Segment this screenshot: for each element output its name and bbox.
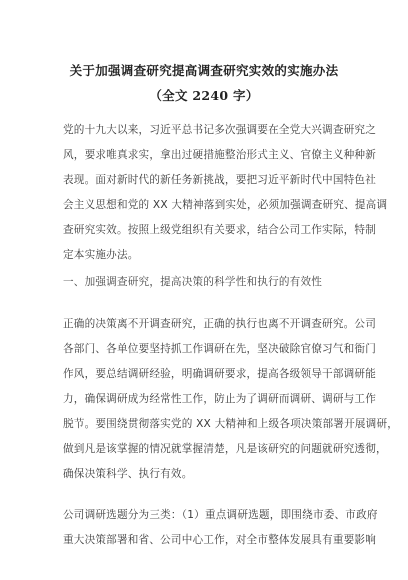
document-title: 关于加强调查研究提高调查研究实效的实施办法 bbox=[69, 63, 339, 78]
section1-line: 正确的决策离不开调查研究，正确的执行也离不开调查研究。公司 bbox=[63, 318, 377, 330]
intro-line: 风，要求唯真求实，拿出过硬措施整治形式主义、官僚主义种种新 bbox=[63, 149, 377, 161]
section1-line: 脱节。要围绕贯彻落实党的 XX 大精神和上级各项决策部署开展调研， bbox=[63, 418, 399, 430]
section2-line: 公司调研选题分为三类：（1）重点调研选题，即围绕市委、市政府 bbox=[63, 509, 378, 521]
intro-line: 表现。面对新时代的新任务新挑战，要把习近平新时代中国特色社 bbox=[63, 174, 377, 186]
document-subtitle: （全文 2240 字） bbox=[149, 88, 259, 103]
section1-line: 做到凡是该掌握的情况就掌握清楚，凡是该研究的问题就研究透彻， bbox=[63, 443, 387, 455]
intro-line: 定本实施办法。 bbox=[63, 249, 139, 261]
section1-line: 力，确保调研成为经常性工作，防止为了调研而调研、调研与工作 bbox=[63, 393, 377, 405]
section1-line: 各部门、各单位要坚持抓工作调研在先，坚决破除官僚习气和衙门 bbox=[63, 343, 377, 355]
intro-line: 党的十九大以来，习近平总书记多次强调要在全党大兴调查研究之 bbox=[63, 124, 377, 136]
section1-line: 确保决策科学、执行有效。 bbox=[63, 468, 193, 480]
section1-line: 作风，要总结调研经验，明确调研要求，提高各级领导干部调研能 bbox=[63, 368, 377, 380]
section2-line: 重大决策部署和省、公司中心工作，对全市整体发展具有重要影响 bbox=[63, 534, 377, 546]
intro-line: 会主义思想和党的 XX 大精神落到实处，必须加强调查研究、提高调 bbox=[63, 199, 388, 211]
intro-line: 查研究实效。按照上级党组织有关要求，结合公司工作实际，特制 bbox=[63, 224, 377, 236]
section-heading: 一、加强调查研究，提高决策的科学性和执行的有效性 bbox=[63, 276, 323, 288]
